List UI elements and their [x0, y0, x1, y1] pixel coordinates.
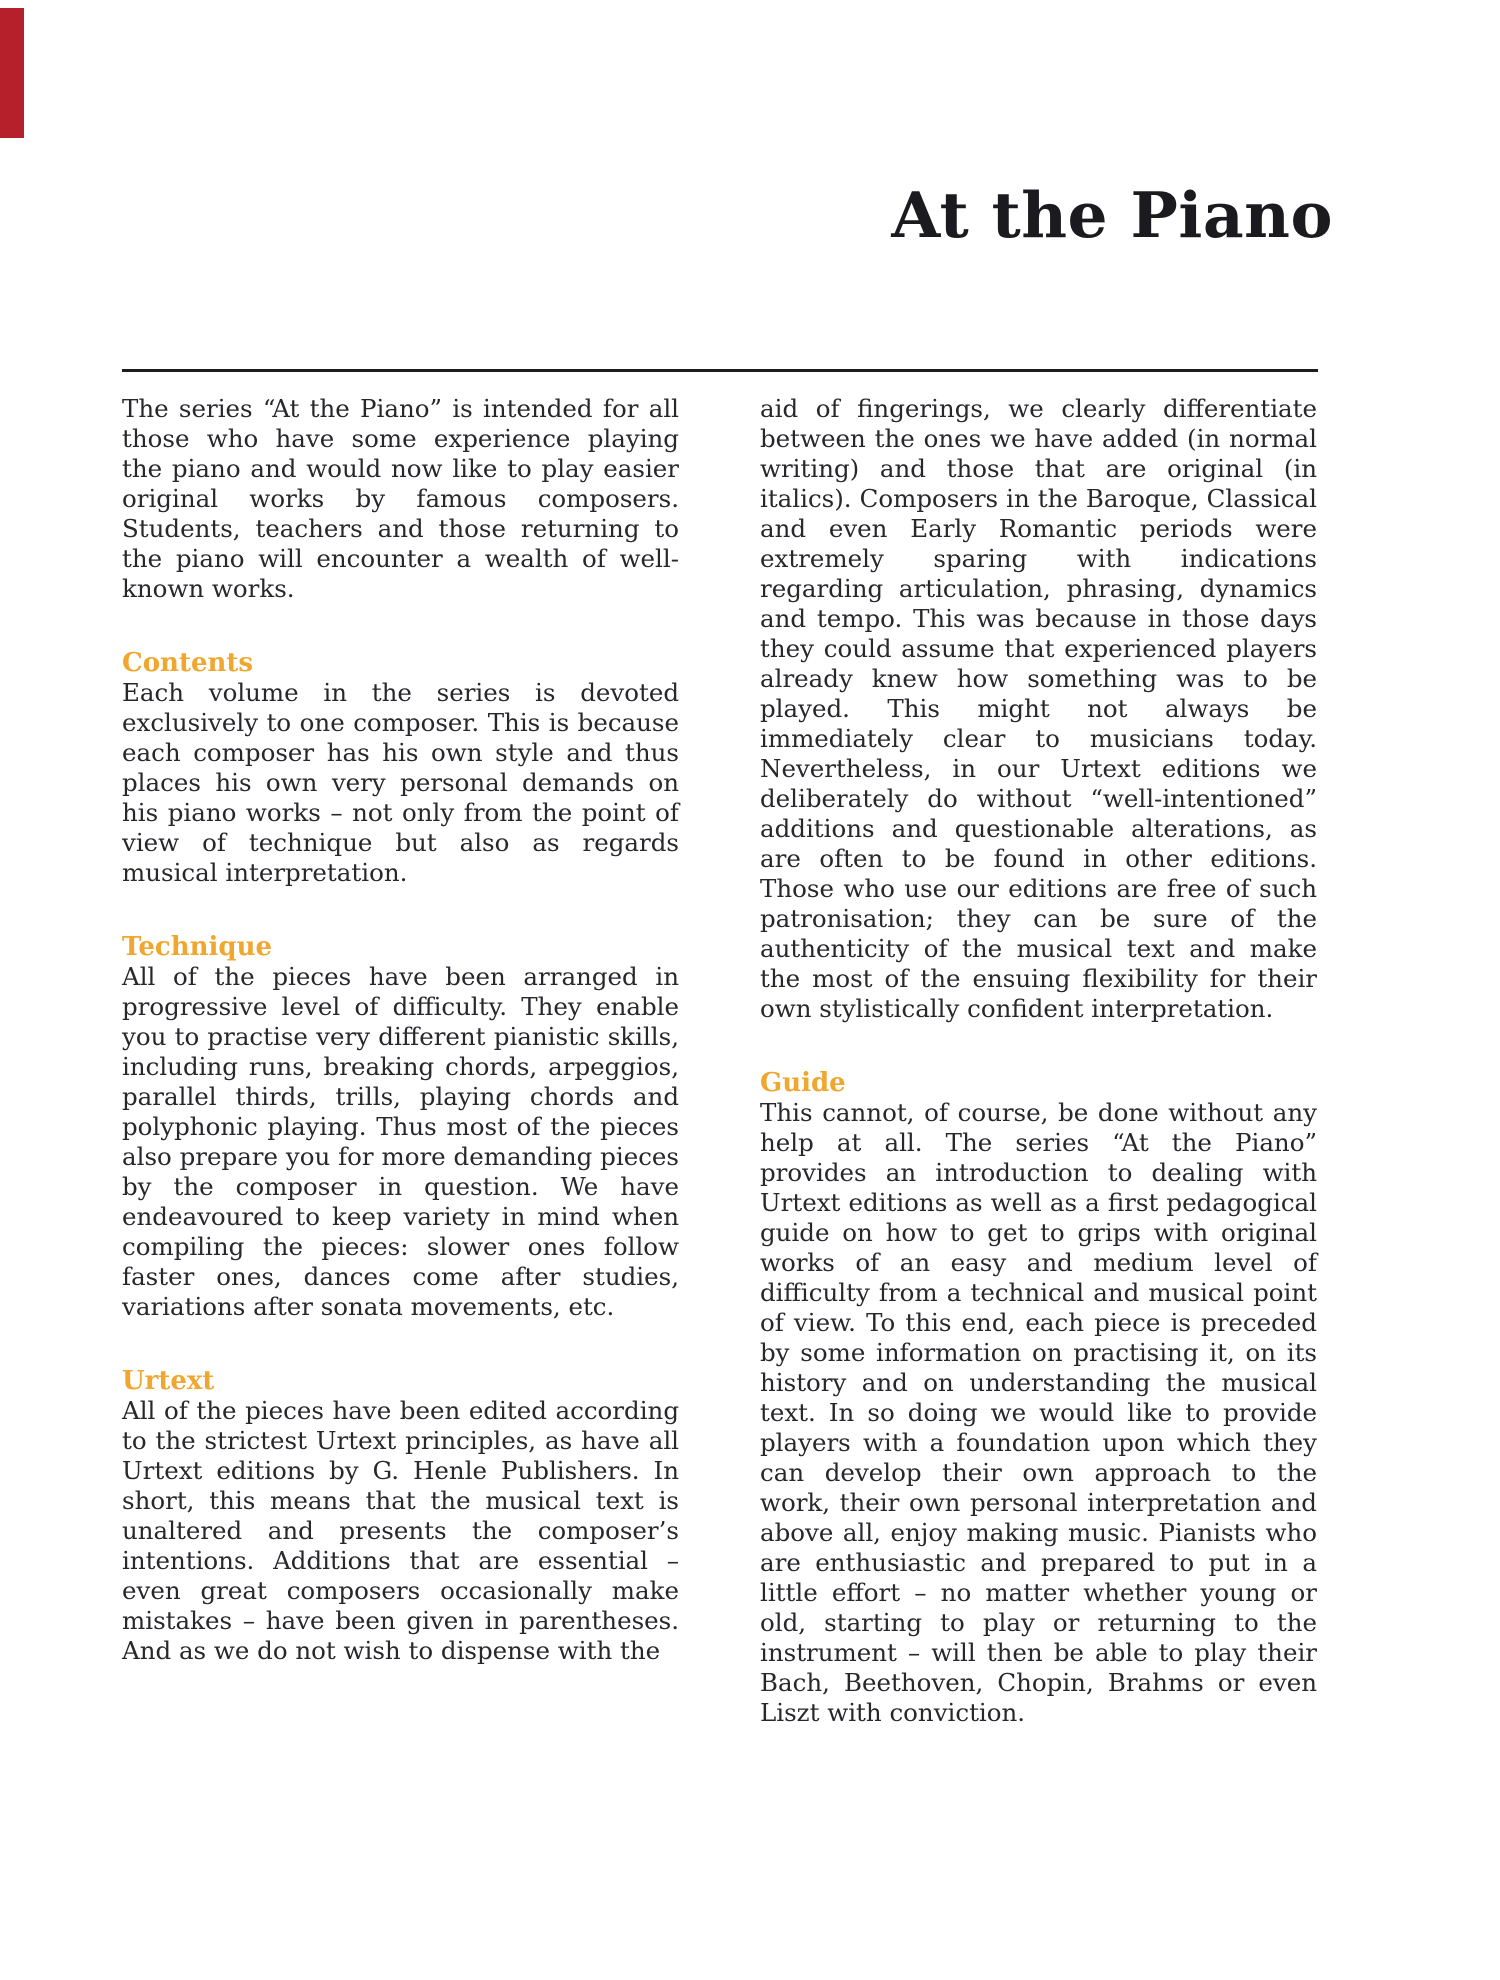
body-paragraph: aid of fingerings, we clearly differentiate between the ones we have added (in normal writing) and those that are original (in italics). Composers in the Baroque, Classical and even Early Romantic periods were extremely sparing with indications regarding articulation, phrasing, dynamics and tempo. This was because in those days they could assume that experienced players already knew how something was to be played. This might not always be immediately clear to musicians today. Nevertheless, in our Urtext editions we deliberately do without “well-intentioned” additions and questionable alterations, as are often to be found in other editions. Those who use our editions are free of such patronisation; they can be sure of the authenticity of the musical text and make the most of the ensuing flexibility for their own stylistically confident interpretation. — [760, 394, 1317, 1023]
section-heading: Urtext — [122, 1366, 215, 1396]
body-paragraph: All of the pieces have been arranged in progressive level of difficulty. They enable you to practise very different pianistic skills, including runs, breaking chords, arpeggios, parallel thirds, trills, playing chords and polyphonic playing. Thus most of the pieces also prepare you for more demanding pieces by the composer in question. We have endeavoured to keep variety in mind when compiling the pieces: slower ones follow faster ones, dances come after studies, variations after sonata movements, etc. — [122, 962, 679, 1321]
section-heading: Contents — [122, 648, 254, 678]
body-paragraph: Each volume in the series is devoted exclusively to one composer. This is because each composer has his own style and thus places his own very personal demands on his piano works – not only from the point of view of technique but also as regards musical interpretation. — [122, 678, 679, 887]
body-paragraph: All of the pieces have been edited according to the strictest Urtext principles, as have all Urtext editions by G. Henle Publishers. In short, this means that the musical text is unaltered and presents the composer’s intentions. Additions that are essential – even great composers occasionally make mistakes – have been given in parentheses. And as we do not wish to dispense with the — [122, 1396, 679, 1665]
body-paragraph: The series “At the Piano” is intended for all those who have some experience playing the piano and would now like to play easier original works by famous composers. Students, teachers and those returning to the piano will encounter a wealth of well-known works. — [122, 394, 679, 603]
text-columns — [122, 394, 1318, 1728]
left-column — [122, 394, 679, 1728]
page-title: At the Piano — [891, 178, 1333, 252]
section-heading: Guide — [760, 1068, 846, 1098]
section-heading: Technique — [122, 932, 273, 962]
page-edge-red-tab — [0, 8, 24, 138]
body-paragraph: This cannot, of course, be done without any help at all. The series “At the Piano” provides an introduction to dealing with Urtext editions as well as a first pedagogical guide on how to get to grips with original works of an easy and medium level of difficulty from a technical and musical point of view. To this end, each piece is preceded by some information on practising it, on its history and on understanding the musical text. In so doing we would like to provide players with a foundation upon which they can develop their own approach to the work, their own personal interpretation and above all, enjoy making music. Pianists who are enthusiastic and prepared to put in a little effort – no matter whether young or old, starting to play or returning to the instrument – will then be able to play their Bach, Beethoven, Chopin, Brahms or even Liszt with conviction. — [760, 1098, 1317, 1727]
right-column — [760, 394, 1317, 1728]
header-rule — [122, 369, 1318, 372]
